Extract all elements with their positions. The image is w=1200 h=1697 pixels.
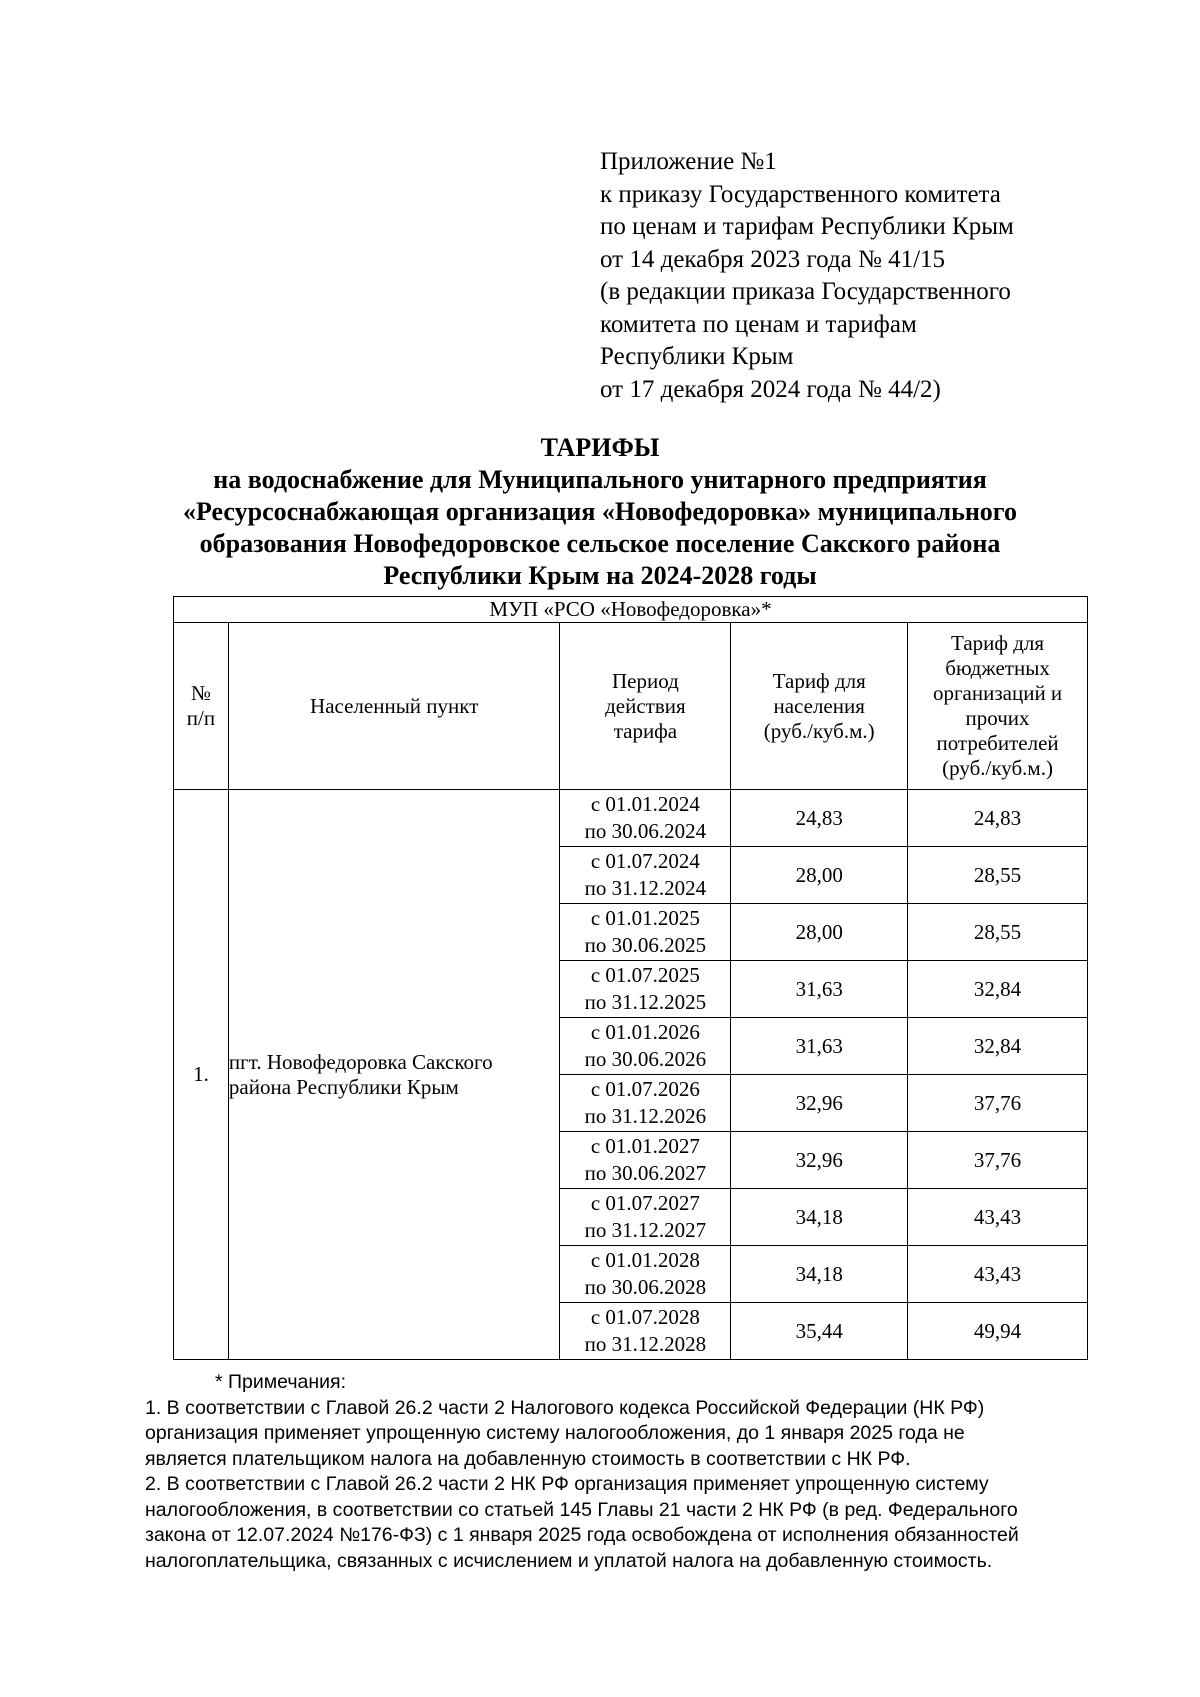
note-line: налогоплательщика, связанных с исчислением и уплатой налога на добавленную стоимость. [145,1549,993,1572]
budget-tariff-cell: 43,43 [908,1189,1088,1246]
header-budget-line: (руб./куб.м.) [942,756,1053,780]
period-from: с 01.07.2027 [590,1191,700,1215]
tariff-table [173,596,1088,1360]
header-budget-line: потребителей [936,731,1059,755]
notes-section [145,1370,1145,1574]
period-from: с 01.07.2024 [590,849,700,873]
budget-tariff-cell: 24,83 [908,790,1088,847]
header-budget-tariff [908,623,1088,790]
locality-line: пгт. Новофедоровка Сакского [228,1049,493,1074]
header-period-line: действия [605,693,686,718]
period-cell [560,961,731,1018]
appendix-line: комитета по ценам и тарифам [600,310,917,338]
budget-tariff-cell: 28,55 [908,847,1088,904]
period-from: с 01.07.2028 [590,1305,700,1329]
population-tariff-cell: 32,96 [731,1075,908,1132]
period-from: с 01.01.2026 [590,1020,700,1044]
header-number-line: п/п [186,706,216,730]
header-population-tariff [731,623,908,790]
title-main: ТАРИФЫ [540,433,660,462]
period-to: по 31.12.2026 [584,1104,707,1128]
header-number-line: № [190,681,211,705]
header-budget-line: организаций и [932,681,1063,705]
population-tariff-cell: 24,83 [731,790,908,847]
title-line: образования Новофедоровское сельское поселение Сакского района [199,529,1001,558]
period-to: по 30.06.2025 [584,933,707,957]
header-number [174,623,229,790]
period-cell [560,847,731,904]
header-population-line: населения [773,693,865,718]
period-to: по 30.06.2028 [584,1275,707,1299]
note-line: 1. В соответствии с Главой 26.2 части 2 Налогового кодекса Российской Федерации (НК РФ) [145,1396,985,1419]
period-from: с 01.01.2028 [590,1248,700,1272]
appendix-header [600,146,1160,406]
locality-line: района Республики Крым [228,1074,459,1099]
header-budget-line: прочих [965,706,1030,730]
appendix-line: к приказу Государственного комитета [600,180,1001,208]
period-to: по 31.12.2028 [584,1332,707,1356]
header-population-line: Тариф для [772,668,866,693]
header-period-line: тарифа [613,718,678,743]
budget-tariff-cell: 32,84 [908,1018,1088,1075]
header-budget-line: Тариф для [951,631,1045,655]
appendix-line: Республики Крым [600,343,794,370]
title-line: «Ресурсоснабжающая организация «Новофедоровка» муниципального [183,497,1017,526]
population-tariff-cell: 35,44 [731,1303,908,1360]
organization-name: МУП «РСО «Новофедоровка»* [174,597,1088,623]
appendix-line: от 14 декабря 2023 года № 41/15 [600,245,946,273]
period-to: по 30.06.2024 [584,819,707,843]
period-to: по 30.06.2026 [584,1047,707,1071]
header-period-line: Период [611,668,679,693]
population-tariff-cell: 28,00 [731,847,908,904]
period-cell [560,1246,731,1303]
period-from: с 01.07.2026 [590,1077,700,1101]
period-to: по 31.12.2027 [584,1218,707,1242]
appendix-line: по ценам и тарифам Республики Крым [600,213,1014,240]
row-number: 1. [174,790,229,1360]
population-tariff-cell: 32,96 [731,1132,908,1189]
appendix-line: от 17 декабря 2024 года № 44/2) [600,375,941,403]
document-title [100,432,1100,592]
note-line: является плательщиком налога на добавленную стоимость в соответствии с НК РФ. [145,1447,911,1470]
period-from: с 01.07.2025 [590,963,700,987]
header-budget-line: бюджетных [945,656,1050,680]
title-line: на водоснабжение для Муниципального унитарного предприятия [213,465,987,494]
period-to: по 30.06.2027 [584,1161,707,1185]
header-period [560,623,731,790]
note-line: организация применяет упрощенную систему налогообложения, до 1 января 2025 года не [145,1422,965,1444]
population-tariff-cell: 34,18 [731,1246,908,1303]
header-row [174,623,1088,790]
title-line: Республики Крым на 2024-2028 годы [383,561,817,590]
appendix-line: Приложение №1 [600,148,777,175]
population-tariff-cell: 34,18 [731,1189,908,1246]
budget-tariff-cell: 43,43 [908,1246,1088,1303]
locality-cell [228,790,560,1360]
population-tariff-cell: 28,00 [731,904,908,961]
appendix-line: (в редакции приказа Государственного [600,278,1011,305]
notes-title: * Примечания: [215,1371,347,1393]
budget-tariff-cell: 37,76 [908,1075,1088,1132]
note-line: закона от 12.07.2024 №176-ФЗ) с 1 января 2025 года освобождена от исполнения обязанностей [145,1524,1019,1546]
period-cell [560,1132,731,1189]
period-cell [560,1189,731,1246]
period-from: с 01.01.2027 [590,1134,700,1158]
budget-tariff-cell: 28,55 [908,904,1088,961]
note-line: налогообложения, в соответствии со статьей 145 Главы 21 части 2 НК РФ (в ред. Федерального [145,1498,1018,1521]
period-from: с 01.01.2025 [590,906,700,930]
budget-tariff-cell: 37,76 [908,1132,1088,1189]
period-from: с 01.01.2024 [590,792,700,816]
population-tariff-cell: 31,63 [731,961,908,1018]
note-line: 2. В соответствии с Главой 26.2 части 2 НК РФ организация применяет упрощенную систему [145,1473,989,1495]
budget-tariff-cell: 49,94 [908,1303,1088,1360]
period-cell [560,1075,731,1132]
header-locality: Населенный пункт [228,623,560,790]
budget-tariff-cell: 32,84 [908,961,1088,1018]
population-tariff-cell: 31,63 [731,1018,908,1075]
period-cell [560,904,731,961]
organization-row [174,597,1088,623]
header-population-line: (руб./куб.м.) [763,718,875,743]
period-to: по 31.12.2024 [584,876,707,900]
table-row [174,790,1088,847]
period-cell [560,1303,731,1360]
period-cell [560,1018,731,1075]
period-cell [560,790,731,847]
period-to: по 31.12.2025 [584,990,707,1014]
